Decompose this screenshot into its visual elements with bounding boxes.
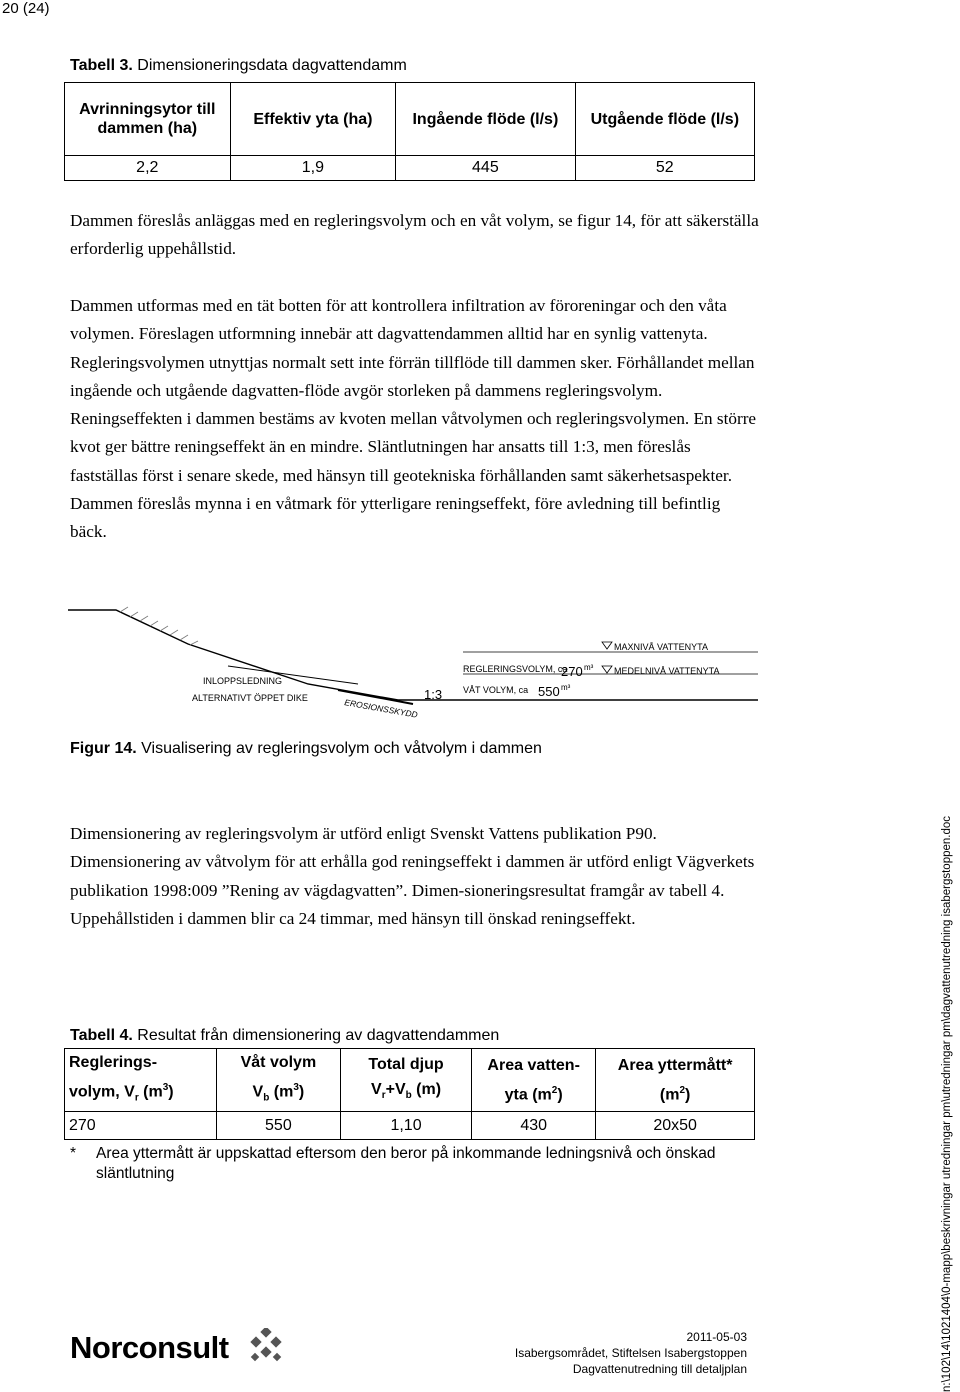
table4-footnote-text: Area yttermått är uppskattad eftersom den beror på inkommande ledningsnivå och önskad släntlutning <box>96 1145 716 1182</box>
page-number: 20 (24) <box>2 0 50 17</box>
table-row <box>65 1112 755 1140</box>
table4 <box>64 1048 755 1140</box>
reg-volume-unit: m³ <box>584 663 594 672</box>
logo-mark-icon <box>248 1328 284 1364</box>
table4-caption-text: Resultat från dimensionering av dagvattendammen <box>137 1027 500 1044</box>
figure14-caption-label: Figur 14. <box>70 740 137 757</box>
footer-date: 2011-05-03 <box>686 1330 747 1344</box>
table3-cell-1: 1,9 <box>230 156 396 181</box>
table3-cell-0: 2,2 <box>65 156 231 181</box>
table3-header-3: Utgående flöde (l/s) <box>575 83 754 156</box>
table4-header-1: Våt volym $V_b$ $(m^3)$ <box>216 1049 340 1112</box>
table4-cell-2: 1,10 <box>340 1112 471 1140</box>
logo-text: Norconsult <box>70 1330 229 1365</box>
erosion-label: EROSIONSSKYDD <box>343 697 419 720</box>
table4-footnote-mark: * <box>70 1145 77 1162</box>
table4-header-4: Area yttermått* $(m^2)$ <box>596 1049 755 1112</box>
table4-caption <box>70 1027 499 1045</box>
table3-caption-text: Dimensioneringsdata dagvattendamm <box>137 57 407 74</box>
mid-level-label: MEDELNIVÅ VATTENYTA <box>614 666 720 676</box>
table3-cell-3: 52 <box>575 156 754 181</box>
document-file-path: n:\102\14\1021404\0-mapp\beskrivningar utredningar pm\utredningar pm\dagvattenutredning isabergstoppen.doc <box>941 815 953 1392</box>
table3-header-2: Ingående flöde (l/s) <box>396 83 575 156</box>
table4-cell-3: 430 <box>472 1112 596 1140</box>
max-level-label: MAXNIVÅ VATTENYTA <box>614 642 709 652</box>
wet-volume-value: 550 <box>538 684 560 699</box>
reg-volume-label: REGLERINGSVOLYM, ca <box>463 664 568 674</box>
table3-caption-label: Tabell 3. <box>70 57 133 74</box>
table4-header-2: Total djup $V_r+V_b$ (m) <box>340 1049 471 1112</box>
inlet-label-1: INLOPPSLEDNING <box>203 676 283 686</box>
table4-cell-1: 550 <box>216 1112 340 1140</box>
table3-header-0: Avrinningsytor till dammen (ha) <box>65 83 231 156</box>
figure14-caption <box>70 740 542 758</box>
mid-level-marker-icon <box>602 666 612 673</box>
table4-caption-label: Tabell 4. <box>70 1027 133 1044</box>
table4-cell-4: 20x50 <box>596 1112 755 1140</box>
table3 <box>64 82 755 181</box>
ground-hatching <box>120 607 198 645</box>
table4-cell-0: 270 <box>65 1112 217 1140</box>
table4-header-0: Reglerings- volym, $V_r$ $(m^3)$ <box>65 1049 217 1112</box>
norconsult-logo <box>70 1328 290 1368</box>
paragraph-3: Dimensionering av regleringsvolym är utförd enligt Svenskt Vattens publikation P90. Dimensionering av våtvolym för att erhålla god reningseffekt i dammen är utförd enligt Vägverkets publikation 1998:009 ”Rening av vägdagvatten”. Dimen-sioneringsresultat framgår av tabell 4. Uppehållstiden i dammen blir ca 24 timmar, med hänsyn till önskad reningseffekt. <box>70 824 755 928</box>
table4-header-3: Area vatten- yta $(m^2)$ <box>472 1049 596 1112</box>
table3-cell-2: 445 <box>396 156 575 181</box>
paragraph-1: Dammen föreslås anläggas med en regleringsvolym och en våt volym, se figur 14, för att säkerställa erforderlig uppehållstid. <box>70 211 759 259</box>
footer-document: Dagvattenutredning till detaljplan <box>572 1362 747 1376</box>
wet-volume-unit: m³ <box>561 683 571 692</box>
inlet-label-2: ALTERNATIVT ÖPPET DIKE <box>192 693 308 703</box>
figure14-caption-text: Visualisering av regleringsvolym och våtvolym i dammen <box>141 740 542 757</box>
max-level-marker-icon <box>602 642 612 649</box>
footer-project: Isabergsområdet, Stiftelsen Isabergstoppen <box>514 1346 747 1360</box>
slope-label: 1:3 <box>424 687 443 702</box>
dam-cross-section-figure <box>68 604 758 724</box>
table3-caption <box>70 57 407 75</box>
reg-volume-value: 270 <box>561 664 583 679</box>
wet-volume-label: VÅT VOLYM, ca <box>463 685 529 695</box>
table3-header-1: Effektiv yta (ha) <box>230 83 396 156</box>
paragraph-2: Dammen utformas med en tät botten för att kontrollera infiltration av föroreningar och den våta volymen. Föreslagen utformning innebär att dagvattendammen alltid har en synlig vattenyta. Regleringsvolymen utnyttjas normalt sett inte förrän tillflöde till dammen sker. Förhållandet mellan ingående och utgående dagvatten-flöde avgör storleken på dammens regleringsvolym. Reningseffekten i dammen bestäms av kvoten mellan våtvolymen och regleringsvolymen. En större kvot ger bättre reningseffekt än en mindre. Släntlutningen har ansatts till 1:3, men föreslås fastställas först i senare skede, med hänsyn till geotekniska förhållanden samt säkerhetsaspekter. Dammen föreslås mynna i en våtmark för ytterligare reningseffekt, före avledning till befintlig bäck. <box>70 296 757 542</box>
ground-profile <box>68 610 758 700</box>
table-row <box>65 156 755 181</box>
